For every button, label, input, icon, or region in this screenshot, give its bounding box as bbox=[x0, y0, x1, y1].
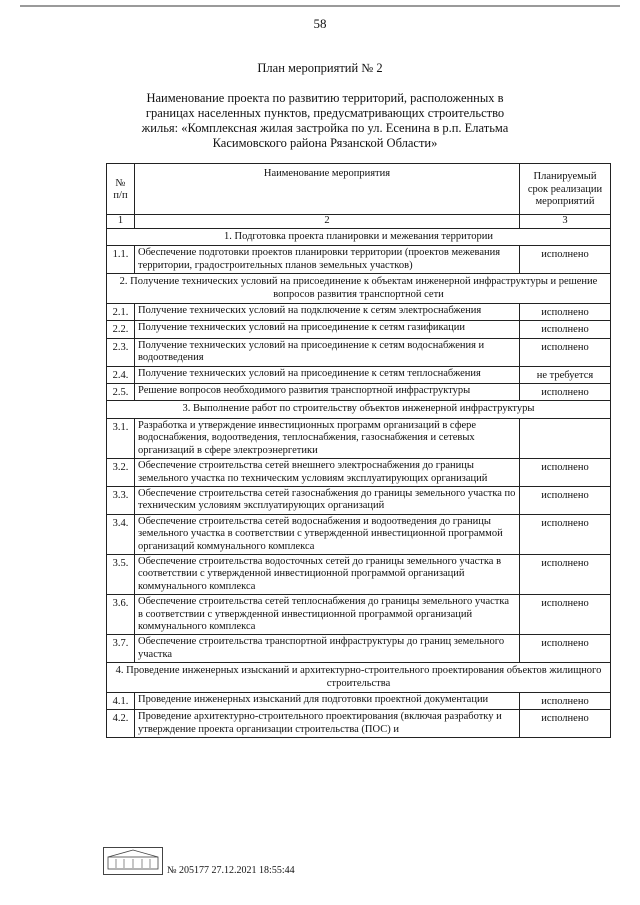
project-title: Наименование проекта по развитию территорий, расположенных в границах населенных пунктов, предусматривающих строительство жилья: «Комплексная жилая застройка по ул. Есенина в р.п. Елатьма Касимовского района Рязанской Области» bbox=[141, 91, 509, 150]
row-number: 2.2. bbox=[107, 321, 135, 338]
table-row bbox=[107, 459, 611, 487]
row-number: 2.1. bbox=[107, 304, 135, 321]
section-title: 3. Выполнение работ по строительству объектов инженерной инфраструктуры bbox=[107, 401, 611, 418]
header-name: Наименование мероприятия bbox=[135, 164, 520, 215]
section-row bbox=[107, 663, 611, 693]
table-row bbox=[107, 595, 611, 635]
building-stamp-icon bbox=[103, 847, 163, 875]
table-row bbox=[107, 554, 611, 594]
table-row bbox=[107, 693, 611, 710]
event-name: Обеспечение строительства сетей внешнего электроснабжения до границы земельного участка по техническим условиям эксплуатирующих организаций bbox=[135, 459, 520, 487]
event-status: исполнено bbox=[520, 693, 611, 710]
table-row bbox=[107, 366, 611, 383]
event-name: Обеспечение строительства сетей теплоснабжения до границы земельного участка в соответствии с утвержденной инвестиционной программой организаций коммунального комплекса bbox=[135, 595, 520, 635]
event-status: исполнено bbox=[520, 514, 611, 554]
column-number-row bbox=[107, 215, 611, 229]
plan-title: План мероприятий № 2 bbox=[257, 61, 383, 75]
event-status: исполнено bbox=[520, 554, 611, 594]
table-row bbox=[107, 514, 611, 554]
event-name: Получение технических условий на присоединение к сетям теплоснабжения bbox=[135, 366, 520, 383]
table-row bbox=[107, 418, 611, 458]
table-row bbox=[107, 246, 611, 274]
event-name: Получение технических условий на присоединение к сетям газификации bbox=[135, 321, 520, 338]
top-scan-line bbox=[20, 5, 620, 7]
event-status: исполнено bbox=[520, 246, 611, 274]
row-number: 3.5. bbox=[107, 554, 135, 594]
event-name: Получение технических условий на подключение к сетям электроснабжения bbox=[135, 304, 520, 321]
table-row bbox=[107, 321, 611, 338]
section-title: 1. Подготовка проекта планировки и межевания территории bbox=[107, 229, 611, 246]
event-name: Обеспечение строительства водосточных сетей до границы земельного участка в соответствии с утвержденной инвестиционной программой организаций коммунального комплекса bbox=[135, 554, 520, 594]
event-name: Обеспечение строительства транспортной инфраструктуры до границ земельного участка bbox=[135, 635, 520, 663]
event-status: не требуется bbox=[520, 366, 611, 383]
table-row bbox=[107, 710, 611, 738]
table-row bbox=[107, 384, 611, 401]
section-title: 4. Проведение инженерных изысканий и архитектурно-строительного проектирования объектов жилищного строительства bbox=[107, 663, 611, 693]
row-number: 1.1. bbox=[107, 246, 135, 274]
event-name: Обеспечение строительства сетей газоснабжения до границы земельного участка по техническим условиям эксплуатирующих организаций bbox=[135, 486, 520, 514]
event-status: исполнено bbox=[520, 304, 611, 321]
event-name: Проведение архитектурно-строительного проектирования (включая разработку и утверждение проекта организации строительства (ПОС) и bbox=[135, 710, 520, 738]
row-number: 2.4. bbox=[107, 366, 135, 383]
page-number: 58 bbox=[313, 16, 327, 31]
row-number: 3.3. bbox=[107, 486, 135, 514]
section-row bbox=[107, 229, 611, 246]
header-term: Планируемый срок реализации мероприятий bbox=[520, 164, 611, 215]
event-status: исполнено bbox=[520, 321, 611, 338]
row-number: 3.1. bbox=[107, 418, 135, 458]
col-number: 2 bbox=[135, 215, 520, 229]
event-status: исполнено bbox=[520, 486, 611, 514]
row-number: 3.2. bbox=[107, 459, 135, 487]
table-row bbox=[107, 486, 611, 514]
event-name: Обеспечение подготовки проектов планировки территории (проектов межевания территории, градостроительных планов земельных участков) bbox=[135, 246, 520, 274]
row-number: 3.6. bbox=[107, 595, 135, 635]
table-row bbox=[107, 338, 611, 366]
section-title: 2. Получение технических условий на присоединение к объектам инженерной инфраструктуры и решение вопросов развития транспортной сети bbox=[107, 274, 611, 304]
event-status: исполнено bbox=[520, 710, 611, 738]
header-num: № п/п bbox=[107, 164, 135, 215]
event-status: исполнено bbox=[520, 384, 611, 401]
section-row bbox=[107, 274, 611, 304]
event-name: Разработка и утверждение инвестиционных программ организаций в сфере водоснабжения, водоотведения, теплоснабжения, газоснабжения и сетевых организаций в сфере электроэнергетики bbox=[135, 418, 520, 458]
row-number: 2.5. bbox=[107, 384, 135, 401]
table-header-row bbox=[107, 164, 611, 215]
event-status: исполнено bbox=[520, 635, 611, 663]
event-name: Обеспечение строительства сетей водоснабжения и водоотведения до границы земельного участка в соответствии с утвержденной инвестиционной программой организаций коммунального комплекса bbox=[135, 514, 520, 554]
event-name: Решение вопросов необходимого развития транспортной инфраструктуры bbox=[135, 384, 520, 401]
col-number: 1 bbox=[107, 215, 135, 229]
registration-stamp: № 205177 27.12.2021 18:55:44 bbox=[167, 865, 295, 876]
table-row bbox=[107, 635, 611, 663]
row-number: 4.2. bbox=[107, 710, 135, 738]
event-status: исполнено bbox=[520, 338, 611, 366]
event-status: исполнено bbox=[520, 595, 611, 635]
row-number: 3.4. bbox=[107, 514, 135, 554]
event-status bbox=[520, 418, 611, 458]
event-name: Проведение инженерных изысканий для подготовки проектной документации bbox=[135, 693, 520, 710]
row-number: 4.1. bbox=[107, 693, 135, 710]
col-number: 3 bbox=[520, 215, 611, 229]
table-row bbox=[107, 304, 611, 321]
section-row bbox=[107, 401, 611, 418]
event-name: Получение технических условий на присоединение к сетям водоснабжения и водоотведения bbox=[135, 338, 520, 366]
events-table bbox=[106, 163, 611, 738]
row-number: 2.3. bbox=[107, 338, 135, 366]
row-number: 3.7. bbox=[107, 635, 135, 663]
event-status: исполнено bbox=[520, 459, 611, 487]
